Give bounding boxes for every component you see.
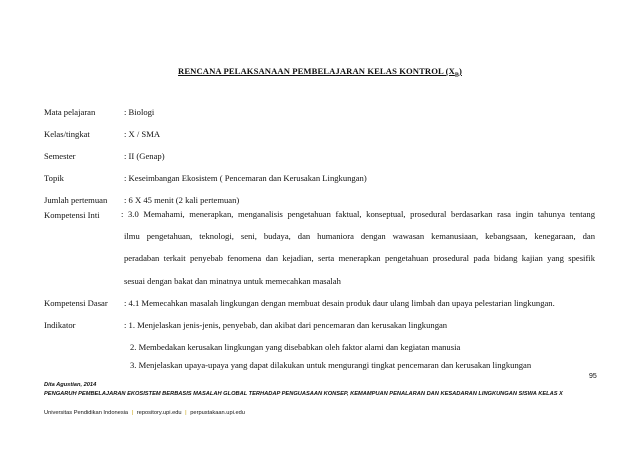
indikator-item: : 1. Menjelaskan jenis-jenis, penyebab, dan akibat dari pencemaran dan kerusakan lingkungan [124,320,448,330]
kompetensi-inti-text [121,203,595,292]
field-label: Mata pelajaran [44,107,96,117]
field-value: : X / SMA [124,129,161,139]
field-label: Topik [44,173,64,183]
kompetensi-inti-line: peradaban terkait penyebab fenomena dan kejadian, serta menerapkan pengetahuan prosedural pada bidang kajian yang spesifik [124,253,595,264]
footer-university: Universitas Pendidikan Indonesia [44,410,129,416]
document-title-text: RENCANA PELAKSANAAN PEMBELAJARAN KELAS KONTROL (X [178,66,455,76]
kompetensi-inti-line: ilmu pengetahuan, teknologi, seni, budaya, dan humaniora dengan wawasan kemanusiaan, kebangsaan, kenegaraan, dan [124,231,595,242]
document-title-close: ) [458,66,462,76]
kompetensi-inti-line: : 3.0 Memahami, menerapkan, menganalisis pengetahuan faktual, konseptual, prosedural berdasarkan rasa ingin tahunya tentang [121,209,595,219]
page-number: 95 [589,373,597,380]
kompetensi-inti-line: sesuai dengan bakat dan minatnya untuk memecahkan masalah [124,275,341,286]
footer-separator: | [131,410,134,416]
indikator-item: 2. Membedakan kerusakan lingkungan yang disebabkan oleh faktor alami dan kegiatan manusia [130,342,461,352]
field-value: : Biologi [124,107,155,117]
footer-separator: | [185,410,187,416]
field-label: Kelas/tingkat [44,129,90,139]
field-label: Jumlah pertemuan [44,195,108,205]
document-title [0,66,640,79]
field-value: : II (Genap) [124,151,165,161]
field-value: : Keseimbangan Ekosistem ( Pencemaran dan Kerusakan Lingkungan) [124,173,367,183]
footer-library-link[interactable]: perpustakaan.upi.edu [190,410,245,416]
document-title-subscript: B [454,72,459,79]
field-value: : 4.1 Memecahkan masalah lingkungan dengan membuat desain produk daur ulang limbah dan upaya pelestarian lingkungan. [124,298,555,308]
field-label: Semester [44,151,76,161]
footer-thesis-title: PENGARUH PEMBELAJARAN EKOSISTEM BERBASIS MASALAH GLOBAL TERHADAP PENGUASAAN KONSEP, KEMAMPUAN PENALARAN DAN KESADARAN LINGKUNGAN SISWA KELAS X [44,391,563,397]
field-value: : 6 X 45 menit (2 kali pertemuan) [124,195,240,205]
footer-author: Dita Agustian, 2014 [44,382,97,388]
footer-links [44,410,245,416]
field-label: Kompetensi Inti [44,210,100,220]
footer-repository-link[interactable]: repository.upi.edu [136,410,182,416]
field-label: Kompetensi Dasar [44,298,108,308]
indikator-item: 3. Menjelaskan upaya-upaya yang dapat dilakukan untuk mengurangi tingkat pencemaran dan kerusakan lingkungan [130,360,532,370]
field-label: Indikator [44,320,76,330]
